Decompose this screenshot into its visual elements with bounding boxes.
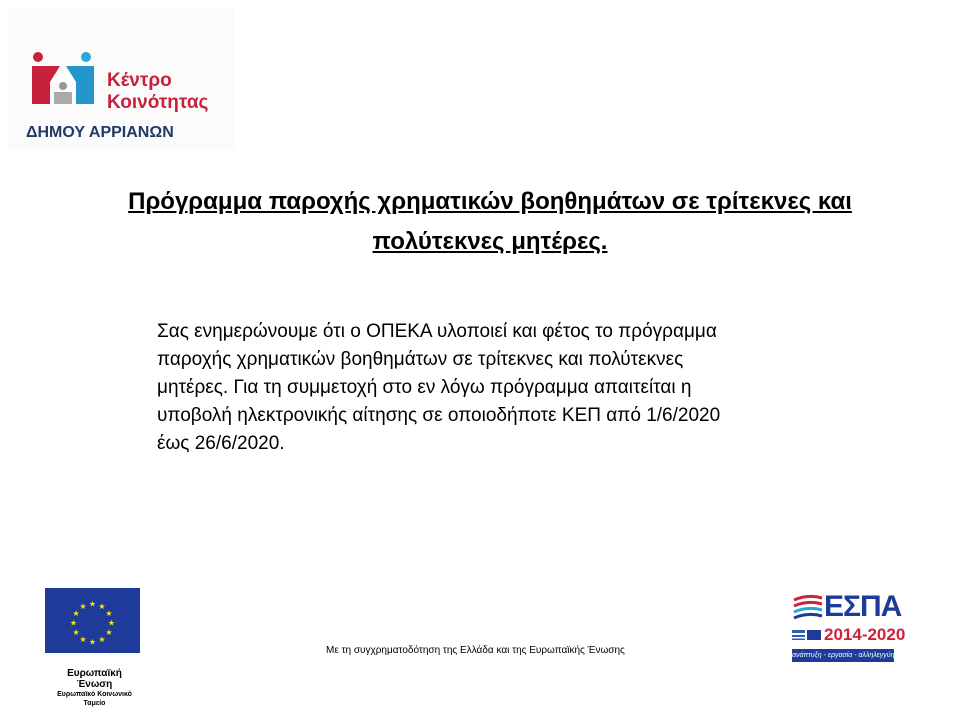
eu-star-icon: ★ [105, 609, 113, 619]
eu-star-icon: ★ [88, 599, 97, 609]
eu-star-icon: ★ [88, 637, 97, 647]
eu-star-icon: ★ [98, 635, 106, 645]
espa-waves-icon [792, 594, 824, 624]
announcement-body [157, 318, 837, 458]
eu-star-icon: ★ [69, 618, 78, 628]
body-line: Σας ενημερώνουμε ότι ο ΟΠΕΚΑ υλοποιεί και φέτος το πρόγραμμα [157, 321, 717, 342]
eu-label-line: Ένωση [76, 679, 113, 690]
title-line: πολύτεκνες μητέρες. [372, 228, 608, 255]
body-line: υποβολή ηλεκτρονικής αίτησης σε οποιοδήποτε ΚΕΠ από 1/6/2020 [157, 405, 721, 426]
espa-slogan: ανάπτυξη - εργασία - αλληλεγγύη [792, 649, 894, 662]
eu-star-icon: ★ [107, 618, 116, 628]
community-center-logo-icon [32, 52, 104, 104]
body-line: μητέρες. Για τη συμμετοχή στο εν λόγω πρόγραμμα απαιτείται η [157, 377, 692, 398]
body-line: έως 26/6/2020. [157, 433, 285, 454]
eu-star-icon: ★ [72, 609, 80, 619]
eu-flag-icon [45, 588, 140, 653]
eu-star-icon: ★ [79, 635, 87, 645]
eu-star-icon: ★ [105, 628, 113, 638]
logo-brand-text [107, 70, 208, 114]
eu-star-icon: ★ [72, 628, 80, 638]
body-line: παροχής χρηματικών βοηθημάτων σε τρίτεκνες και πολύτεκνες [157, 349, 684, 370]
logo-brand-line1: Κέντρο [107, 70, 172, 91]
espa-logo [792, 590, 906, 672]
eu-star-icon: ★ [98, 602, 106, 612]
eu-label-line: Ευρωπαϊκό Κοινωνικό [57, 691, 132, 698]
title-line: Πρόγραμμα παροχής χρηματικών βοηθημάτων σε τρίτεκνες και [128, 188, 852, 215]
eu-label-line: Ευρωπαϊκή [67, 668, 122, 679]
page-title [40, 182, 940, 262]
cofunding-note: Με τη συγχρηματοδότηση της Ελλάδα και της Ευρωπαϊκής Ένωσης [326, 645, 625, 656]
kentro-koinotitas-logo [8, 8, 234, 150]
logo-brand-line2: Κοινότητας [107, 92, 209, 113]
espa-title: ΕΣΠΑ [824, 590, 902, 623]
eu-label-line: Ταμείο [83, 700, 106, 707]
greek-eu-flags-icon [792, 629, 822, 641]
eu-label [32, 668, 157, 708]
espa-years: 2014-2020 [824, 625, 906, 644]
municipality-name: ΔΗΜΟΥ ΑΡΡΙΑΝΩΝ [26, 124, 174, 141]
eu-star-icon: ★ [79, 602, 87, 612]
